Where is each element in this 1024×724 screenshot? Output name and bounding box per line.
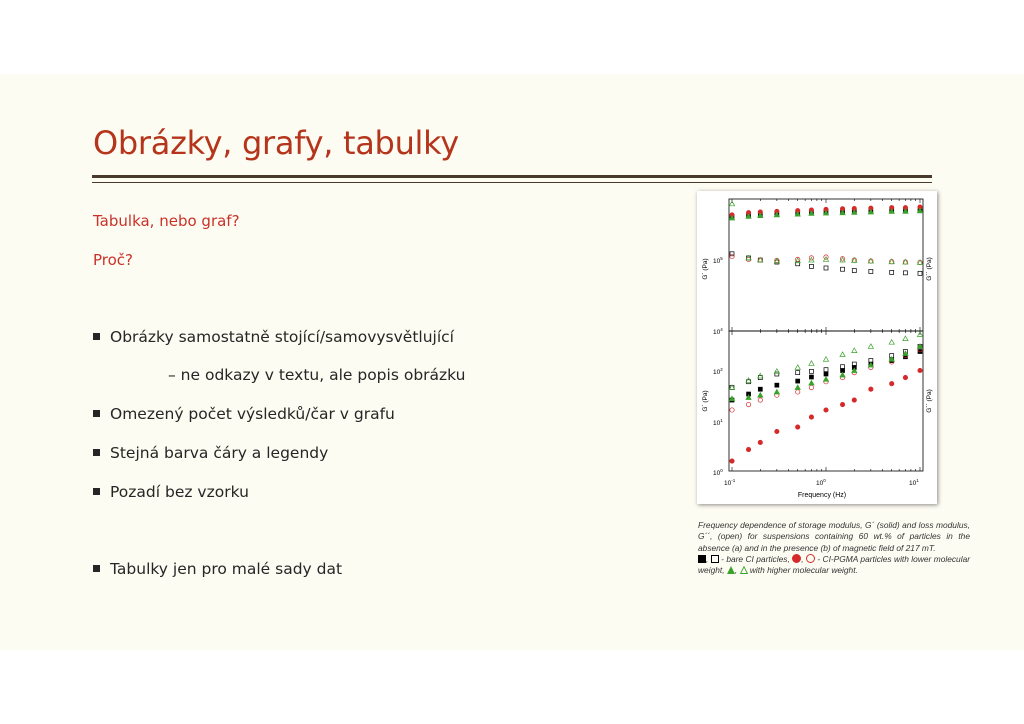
open-circle-icon [806,554,815,563]
data-point-panel-b-series-2-pt-5 [809,415,813,419]
data-point-panel-b-series-0-pt-3 [775,383,779,387]
data-point-panel-a-series-1-pt-11 [903,271,907,275]
data-point-panel-b-series-5-pt-10 [889,340,894,345]
bullet-marker-icon [93,449,100,456]
data-point-panel-b-series-2-pt-3 [775,429,779,433]
slide-title: Obrázky, grafy, tabulky [93,124,459,162]
data-point-panel-b-series-2-pt-6 [824,408,828,412]
data-point-panel-b-series-3-pt-4 [796,390,800,394]
data-point-panel-a-series-1-pt-5 [809,264,813,268]
data-point-panel-b-series-4-pt-4 [795,385,800,390]
axis-ticks [732,199,920,471]
data-point-panel-b-series-4-pt-6 [823,377,828,382]
data-point-panel-b-series-5-pt-5 [809,361,814,366]
legend-bare: - bare CI particles, [721,553,790,564]
bullet-3 [93,444,328,462]
data-point-panel-b-series-2-pt-0 [730,459,734,463]
data-point-panel-b-series-4-pt-3 [774,389,779,394]
bullet-1-text: Obrázky samostatně stojící/samovysvětlující [110,328,454,346]
filled-square-icon [698,555,706,563]
data-point-panel-b-series-1-pt-4 [796,371,800,375]
data-point-panel-b-series-5-pt-4 [795,365,800,370]
panel-a-ytick-1e5: $10^5$ [713,256,723,265]
data-point-panel-b-series-0-pt-2 [758,387,762,391]
bullet-marker-icon [93,333,100,340]
data-point-panel-a-series-1-pt-6 [824,266,828,270]
data-point-panel-b-series-5-pt-9 [868,344,873,349]
data-point-panel-a-series-1-pt-8 [852,269,856,273]
bullet-1 [93,328,454,346]
data-point-panel-b-series-4-pt-7 [840,372,845,377]
data-point-panel-a-series-5-pt-11 [903,259,908,264]
data-point-panel-b-series-4-pt-5 [809,380,814,385]
bullet-2 [93,405,395,423]
data-point-panel-a-series-5-pt-12 [917,260,922,265]
filled-triangle-icon [727,566,735,574]
data-point-panel-b-series-5-pt-8 [852,348,857,353]
data-point-panel-a-series-5-pt-5 [809,257,814,262]
data-point-panel-b-series-5-pt-7 [840,352,845,357]
panel-b-ylabel: G´ (Pa) [702,390,709,412]
data-point-panel-b-series-2-pt-7 [840,402,844,406]
bullet-marker-icon [93,488,100,495]
data-point-panel-a-series-1-pt-12 [918,271,922,275]
data-point-panel-b-series-5-pt-6 [823,357,828,362]
figure-caption [698,520,970,576]
data-point-panel-b-series-2-pt-11 [903,375,907,379]
bullet-2-text: Omezený počet výsledků/čar v grafu [110,405,395,423]
panel-b-ytick-1e0: $10^0$ [713,468,723,477]
panel-b-ylabel-right: G´´ (Pa) [926,389,933,413]
caption-legend: , - bare CI particles, , - CI-PGMA particles with lower molecular weight, , with higher molecular weight. [698,553,971,576]
open-triangle-icon [740,566,748,574]
data-point-panel-a-series-5-pt-10 [889,259,894,264]
panel-b-ytick-1e2: $10^2$ [713,367,723,376]
question-1: Tabulka, nebo graf? [93,212,240,230]
data-point-panel-b-series-3-pt-0 [730,408,734,412]
data-point-panel-a-series-3-pt-0 [730,254,734,258]
bullet-marker-icon [93,410,100,417]
data-point-panel-b-series-0-pt-4 [796,379,800,383]
panel-a-ytick-1e4: $10^4$ [713,327,723,336]
data-point-panel-b-series-2-pt-8 [852,398,856,402]
data-point-panel-b-series-3-pt-5 [809,385,813,389]
data-point-panel-b-series-3-pt-2 [758,398,762,402]
title-rule-thin [92,182,932,183]
data-point-panel-a-series-5-pt-9 [868,258,873,263]
data-point-panel-b-series-1-pt-5 [809,369,813,373]
xtick-1e1: $10^1$ [909,478,919,487]
bullet-3-text: Stejná barva čáry a legendy [110,444,329,462]
bullet-5 [93,560,342,578]
data-point-panel-b-series-0-pt-6 [824,372,828,376]
sub-bullet: – ne odkazy v textu, ale popis obrázku [168,366,466,384]
bullet-4 [93,483,249,501]
data-point-panel-b-series-0-pt-5 [809,375,813,379]
rheology-figure [697,191,937,504]
bullet-marker-icon [93,565,100,572]
data-point-panel-b-series-1-pt-3 [775,372,779,376]
axis-labels [702,256,933,499]
data-point-panel-a-series-5-pt-0 [729,201,734,206]
caption-main: Frequency dependence of storage modulus, G´ (solid) and loss modulus, G´´, (open) for suspensions containing 60 wt.% of particles in the absence (a) and in the presence (b) of magnetic field of 217 mT. [698,520,970,553]
open-square-icon [711,555,719,563]
data-point-panel-b-series-3-pt-1 [746,402,750,406]
data-point-panel-b-series-2-pt-1 [746,447,750,451]
filled-circle-icon [792,554,801,563]
data-point-panel-b-series-2-pt-2 [758,440,762,444]
xtick-1e-1: $10^{-1}$ [724,478,736,487]
panel-a-border [729,199,923,331]
data-point-panel-b-series-4-pt-2 [758,393,763,398]
slide [0,74,1024,650]
data-point-panel-a-series-1-pt-7 [841,267,845,271]
data-point-panel-a-series-1-pt-9 [869,269,873,273]
xtick-1e0: $10^0$ [816,478,826,487]
legend-higher: with higher molecular weight. [749,565,858,576]
data-point-panel-b-series-1-pt-7 [841,365,845,369]
question-2: Proč? [93,251,134,269]
bullet-5-text: Tabulky jen pro malé sady dat [110,560,343,578]
data-point-panel-b-series-2-pt-9 [869,387,873,391]
panel-a-ylabel-right: G´´ (Pa) [926,257,933,281]
panel-b-ytick-1e1: $10^1$ [713,418,723,427]
data-point-panel-b-series-5-pt-3 [774,369,779,374]
rheology-chart [697,191,937,504]
data-point-panel-b-series-2-pt-4 [796,425,800,429]
data-point-panel-b-series-1-pt-6 [824,368,828,372]
legend-lower: - CI-PGMA particles with lower molecular weight, [698,553,971,576]
panel-a-ylabel: G´ (Pa) [702,258,709,280]
title-rule-thick [92,175,932,178]
data-point-panel-b-series-2-pt-10 [890,382,894,386]
data-point-panel-b-series-2-pt-12 [918,368,922,372]
data-point-panel-a-series-1-pt-10 [890,270,894,274]
x-axis-label: Frequency (Hz) [797,492,847,499]
data-point-panel-b-series-5-pt-11 [903,336,908,341]
bullet-4-text: Pozadí bez vzorku [110,483,249,501]
